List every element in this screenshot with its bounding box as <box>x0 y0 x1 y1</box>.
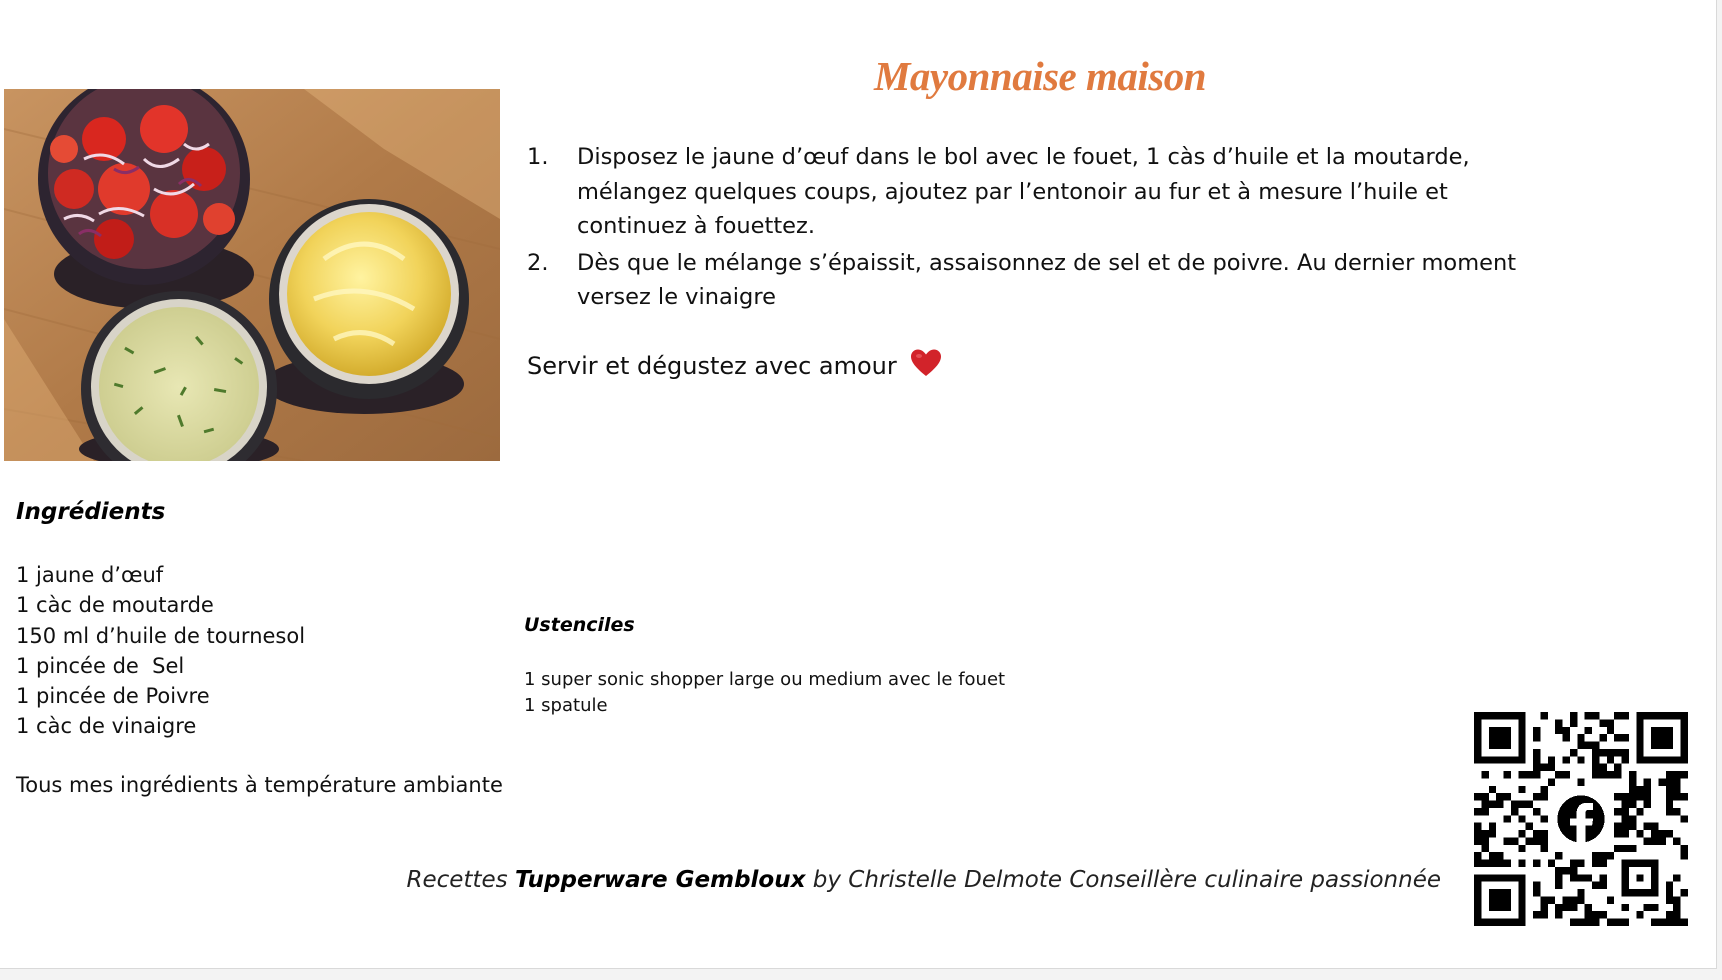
ingredient-item: 1 pincée de Poivre <box>16 684 210 709</box>
serving-text: Servir et dégustez avec amour <box>527 352 897 380</box>
serving-note <box>527 348 942 380</box>
footer-prefix: Recettes <box>406 867 515 893</box>
footer-brand: Tupperware Gembloux <box>514 867 806 893</box>
utensils-heading: Ustenciles <box>524 614 635 636</box>
instruction-step <box>527 140 1557 244</box>
utensil-item: 1 spatule <box>524 695 608 716</box>
ingredient-item: 1 càc de vinaigre <box>16 714 197 739</box>
recipe-title: Mayonnaise maison <box>873 53 1207 99</box>
recipe-photo <box>4 89 500 461</box>
step-text: Disposez le jaune d’œuf dans le bol avec le fouet, 1 càs d’huile et la moutarde, mélangez quelques coups, ajoutez par l’entonoir au fur et à mesure l’huile et continuez à fouettez. <box>577 144 1470 239</box>
instruction-steps <box>527 140 1557 317</box>
step-number: 1. <box>527 144 549 170</box>
utensils-list <box>524 667 1005 719</box>
step-number: 2. <box>527 249 549 276</box>
ingredient-item: 1 càc de moutarde <box>16 593 214 618</box>
instruction-step <box>527 246 1557 315</box>
ingredient-item: 1 pincée de Sel <box>16 653 185 678</box>
step-text: Dès que le mélange s’épaissit, assaisonnez de sel et de poivre. Au dernier moment versez le vinaigre <box>577 249 1517 310</box>
heart-icon <box>910 348 942 378</box>
ingredient-item: 150 ml d’huile de tournesol <box>16 623 306 648</box>
facebook-icon <box>1555 793 1607 845</box>
ingredient-item: 1 jaune d’œuf <box>16 563 164 587</box>
utensil-item: 1 super sonic shopper large ou medium avec le fouet <box>524 669 1006 690</box>
qr-code-icon[interactable] <box>1474 712 1688 926</box>
footer-credit <box>407 867 1441 893</box>
ingredients-heading: Ingrédients <box>16 499 166 525</box>
footer-suffix: by Christelle Delmote Conseillère culinaire passionnée <box>805 867 1441 893</box>
ingredients-list <box>16 560 305 742</box>
ingredients-note: Tous mes ingrédients à température ambiante <box>16 773 503 797</box>
